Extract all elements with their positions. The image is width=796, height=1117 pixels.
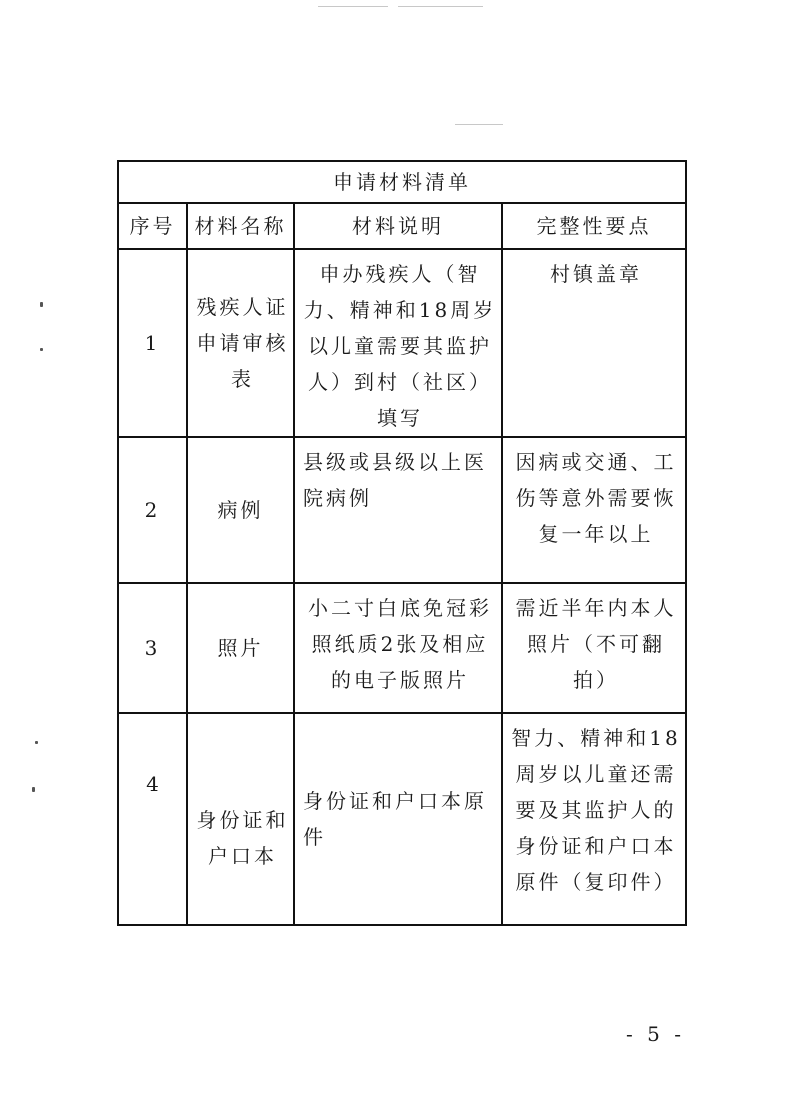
row-desc-text: 申办残疾人（智力、精神和18周岁以儿童需要其监护人）到村（社区）填写 (303, 262, 497, 430)
scan-smudge (455, 124, 503, 125)
row-point (502, 713, 686, 925)
scan-mark (40, 348, 43, 351)
row-no (118, 713, 187, 925)
row-point-text: 因病或交通、工伤等意外需要恢复一年以上 (515, 450, 677, 546)
row-desc (294, 437, 502, 583)
table-row (118, 583, 686, 713)
row-desc (294, 583, 502, 713)
row-no (118, 249, 187, 437)
row-name-text: 残疾人证申请审核表 (196, 295, 289, 391)
header-desc: 材料说明 (294, 203, 502, 249)
materials-table (117, 160, 687, 926)
header-name: 材料名称 (187, 203, 294, 249)
row-point (502, 583, 686, 713)
table-title: 申请材料清单 (118, 161, 686, 203)
row-name (187, 249, 294, 437)
row-no-text: 2 (144, 498, 161, 522)
table-row (118, 713, 686, 925)
row-point (502, 249, 686, 437)
row-point-text: 智力、精神和18周岁以儿童还需要及其监护人的身份证和户口本原件（复印件） (511, 726, 681, 894)
row-name-text: 照片 (217, 636, 264, 660)
header-row (118, 203, 686, 249)
row-desc-text: 县级或县级以上医院病例 (303, 450, 487, 510)
page-number: - 5 - (626, 1022, 685, 1046)
row-desc (294, 713, 502, 925)
scan-mark (35, 741, 38, 744)
scan-mark (40, 302, 43, 307)
row-point-text: 需近半年内本人照片（不可翻拍） (515, 596, 677, 692)
row-no-text: 1 (144, 331, 161, 355)
row-name-text: 身份证和户口本 (196, 808, 289, 868)
row-name (187, 583, 294, 713)
scan-smudge (318, 6, 388, 7)
row-point-text: 村镇盖章 (550, 262, 642, 286)
row-desc-text: 小二寸白底免冠彩照纸质2张及相应的电子版照片 (308, 596, 492, 692)
row-no (118, 583, 187, 713)
row-desc (294, 249, 502, 437)
row-name (187, 437, 294, 583)
row-point (502, 437, 686, 583)
scan-mark (32, 787, 35, 792)
row-name (187, 713, 294, 925)
header-point: 完整性要点 (502, 203, 686, 249)
row-no-text: 3 (144, 636, 161, 660)
row-desc-text: 身份证和户口本原件 (303, 789, 487, 849)
table-row (118, 249, 686, 437)
title-row (118, 161, 686, 203)
row-name-text: 病例 (217, 498, 264, 522)
header-no: 序号 (118, 203, 187, 249)
row-no-text: 4 (146, 772, 159, 796)
table-row (118, 437, 686, 583)
scan-smudge (398, 6, 483, 7)
row-no (118, 437, 187, 583)
